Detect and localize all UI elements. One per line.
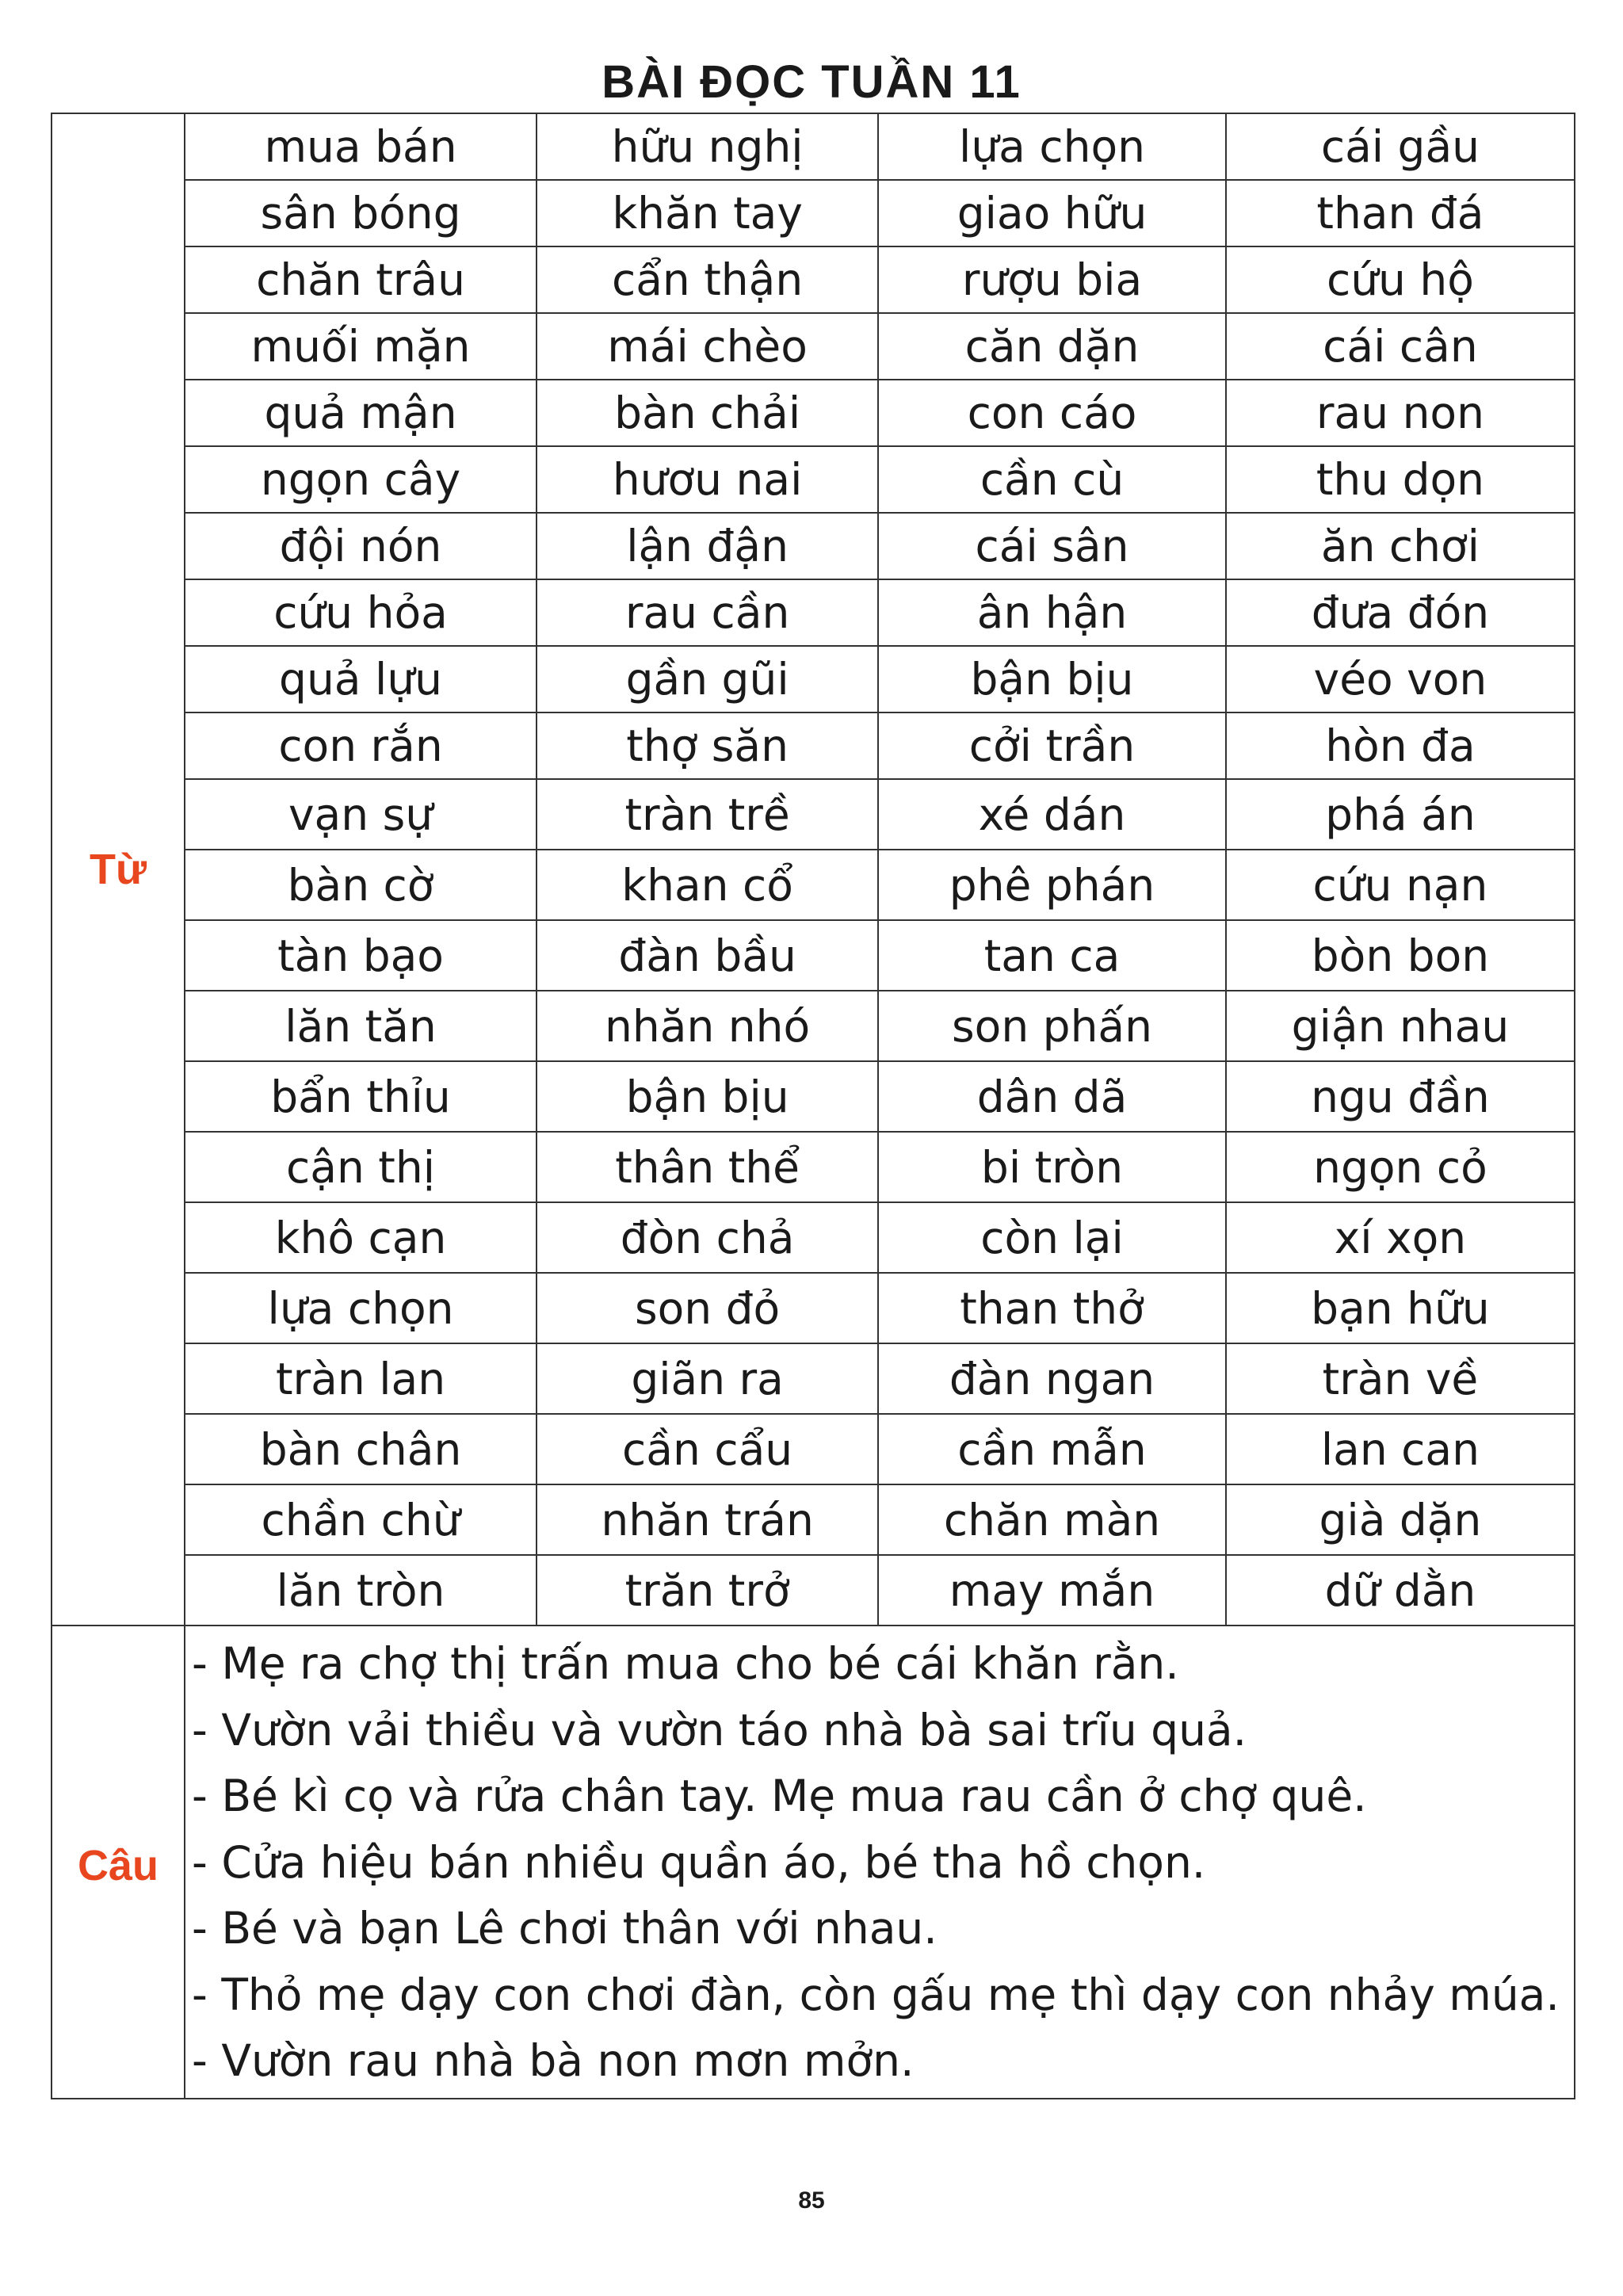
word-row (185, 712, 1574, 779)
word-cell: cái gầu (1226, 114, 1574, 180)
word-cell: chăn màn (878, 1484, 1226, 1555)
word-row (185, 1202, 1574, 1273)
word-cell: quả mận (185, 380, 537, 446)
word-cell: thợ săn (537, 712, 878, 779)
word-cell: lăn tròn (185, 1555, 537, 1625)
words-section (52, 114, 1574, 1626)
word-cell: véo von (1226, 646, 1574, 712)
sentence-line: - Mẹ ra chợ thị trấn mua cho bé cái khăn rằn. (192, 1638, 1179, 1689)
word-cell: lăn tăn (185, 991, 537, 1061)
word-row (185, 246, 1574, 313)
word-cell: rau cần (537, 579, 878, 646)
word-cell: ân hận (878, 579, 1226, 646)
word-cell: con rắn (185, 712, 537, 779)
word-cell: cởi trần (878, 712, 1226, 779)
word-cell: ăn chơi (1226, 513, 1574, 579)
word-row (185, 850, 1574, 920)
word-row (185, 114, 1574, 180)
word-row (185, 1555, 1574, 1625)
word-cell: cần mẫn (878, 1414, 1226, 1484)
word-cell: bạn hữu (1226, 1273, 1574, 1343)
word-cell: than thở (878, 1273, 1226, 1343)
word-row (185, 646, 1574, 712)
word-cell: cứu hộ (1226, 246, 1574, 313)
word-cell: bàn cờ (185, 850, 537, 920)
page-number: 85 (798, 2187, 825, 2214)
word-cell: bàn chân (185, 1414, 537, 1484)
word-cell: căn dặn (878, 313, 1226, 380)
word-row (185, 446, 1574, 513)
word-cell: thu dọn (1226, 446, 1574, 513)
word-cell: thân thể (537, 1132, 878, 1202)
word-cell: tàn bạo (185, 920, 537, 991)
word-cell: quả lựu (185, 646, 537, 712)
word-cell: khăn tay (537, 180, 878, 246)
word-cell: bận bịu (537, 1061, 878, 1132)
word-cell: con cáo (878, 380, 1226, 446)
word-cell: đưa đón (1226, 579, 1574, 646)
words-section-label: Từ (52, 114, 185, 1625)
word-cell: cận thị (185, 1132, 537, 1202)
word-cell: gần gũi (537, 646, 878, 712)
word-cell: cứu hỏa (185, 579, 537, 646)
sentence-line: - Cửa hiệu bán nhiều quần áo, bé tha hồ chọn. (192, 1836, 1206, 1888)
word-cell: nhăn nhó (537, 991, 878, 1061)
word-cell: khan cổ (537, 850, 878, 920)
word-cell: hữu nghị (537, 114, 878, 180)
word-cell: lận đận (537, 513, 878, 579)
word-cell: nhăn trán (537, 1484, 878, 1555)
word-cell: mái chèo (537, 313, 878, 380)
sentences-section (52, 1626, 1574, 2098)
word-cell: ngu đần (1226, 1061, 1574, 1132)
word-cell: sân bóng (185, 180, 537, 246)
word-row (185, 1132, 1574, 1202)
word-cell: đàn ngan (878, 1343, 1226, 1414)
word-row (185, 1484, 1574, 1555)
word-cell: chần chừ (185, 1484, 537, 1555)
word-cell: bàn chải (537, 380, 878, 446)
word-cell: lựa chọn (878, 114, 1226, 180)
word-cell: cần cù (878, 446, 1226, 513)
page-title: BÀI ĐỌC TUẦN 11 (601, 56, 1022, 108)
word-cell: vạn sự (185, 779, 537, 850)
sentence-list (185, 1626, 1574, 2098)
word-cell: đội nón (185, 513, 537, 579)
sentence-line: - Vườn rau nhà bà non mơn mởn. (192, 2035, 915, 2086)
word-cell: muối mặn (185, 313, 537, 380)
word-cell: giãn ra (537, 1343, 878, 1414)
word-cell: giận nhau (1226, 991, 1574, 1061)
word-row (185, 1414, 1574, 1484)
word-cell: đòn chả (537, 1202, 878, 1273)
sentence-line: - Thỏ mẹ dạy con chơi đàn, còn gấu mẹ thì dạy con nhảy múa. (192, 1969, 1560, 2020)
word-row (185, 513, 1574, 579)
sentence-line: - Vườn vải thiều và vườn táo nhà bà sai trĩu quả. (192, 1704, 1247, 1755)
word-row (185, 313, 1574, 380)
word-cell: phá án (1226, 779, 1574, 850)
word-cell: cái sân (878, 513, 1226, 579)
word-row (185, 1273, 1574, 1343)
word-cell: bi tròn (878, 1132, 1226, 1202)
word-cell: xí xọn (1226, 1202, 1574, 1273)
word-row (185, 579, 1574, 646)
word-table (185, 114, 1574, 1625)
word-cell: rau non (1226, 380, 1574, 446)
word-cell: son phấn (878, 991, 1226, 1061)
word-cell: dân dã (878, 1061, 1226, 1132)
word-row (185, 1343, 1574, 1414)
sentence-line: - Bé kì cọ và rửa chân tay. Mẹ mua rau cần ở chợ quê. (192, 1771, 1367, 1821)
word-cell: khô cạn (185, 1202, 537, 1273)
word-cell: còn lại (878, 1202, 1226, 1273)
sentence-line: - Bé và bạn Lê chơi thân với nhau. (192, 1903, 938, 1954)
word-row (185, 380, 1574, 446)
reading-frame (51, 113, 1575, 2099)
word-cell: ngọn cây (185, 446, 537, 513)
word-cell: may mắn (878, 1555, 1226, 1625)
word-cell: rượu bia (878, 246, 1226, 313)
word-cell: già dặn (1226, 1484, 1574, 1555)
word-cell: dữ dằn (1226, 1555, 1574, 1625)
word-cell: hòn đa (1226, 712, 1574, 779)
word-row (185, 1061, 1574, 1132)
word-cell: ngọn cỏ (1226, 1132, 1574, 1202)
word-cell: cẩn thận (537, 246, 878, 313)
word-cell: bẩn thỉu (185, 1061, 537, 1132)
word-cell: mua bán (264, 121, 457, 172)
word-cell: lan can (1226, 1414, 1574, 1484)
word-row (185, 920, 1574, 991)
word-cell: xé dán (878, 779, 1226, 850)
word-row (185, 180, 1574, 246)
word-cell: tràn về (1226, 1343, 1574, 1414)
word-cell: giao hữu (878, 180, 1226, 246)
word-cell: tan ca (878, 920, 1226, 991)
word-cell: cái cân (1226, 313, 1574, 380)
word-cell: bòn bon (1226, 920, 1574, 991)
word-row (185, 991, 1574, 1061)
sentences-section-label: Câu (52, 1626, 185, 2098)
word-cell: bận bịu (878, 646, 1226, 712)
word-cell: cần cẩu (537, 1414, 878, 1484)
word-cell: tràn lan (185, 1343, 537, 1414)
word-cell: cứu nạn (1226, 850, 1574, 920)
word-cell: than đá (1226, 180, 1574, 246)
word-cell: son đỏ (537, 1273, 878, 1343)
word-cell: lựa chọn (185, 1273, 537, 1343)
word-cell: hươu nai (537, 446, 878, 513)
word-cell: phê phán (878, 850, 1226, 920)
word-row (185, 779, 1574, 850)
word-cell: tràn trề (537, 779, 878, 850)
word-cell: trăn trở (537, 1555, 878, 1625)
word-cell: đàn bầu (537, 920, 878, 991)
word-cell: chăn trâu (185, 246, 537, 313)
